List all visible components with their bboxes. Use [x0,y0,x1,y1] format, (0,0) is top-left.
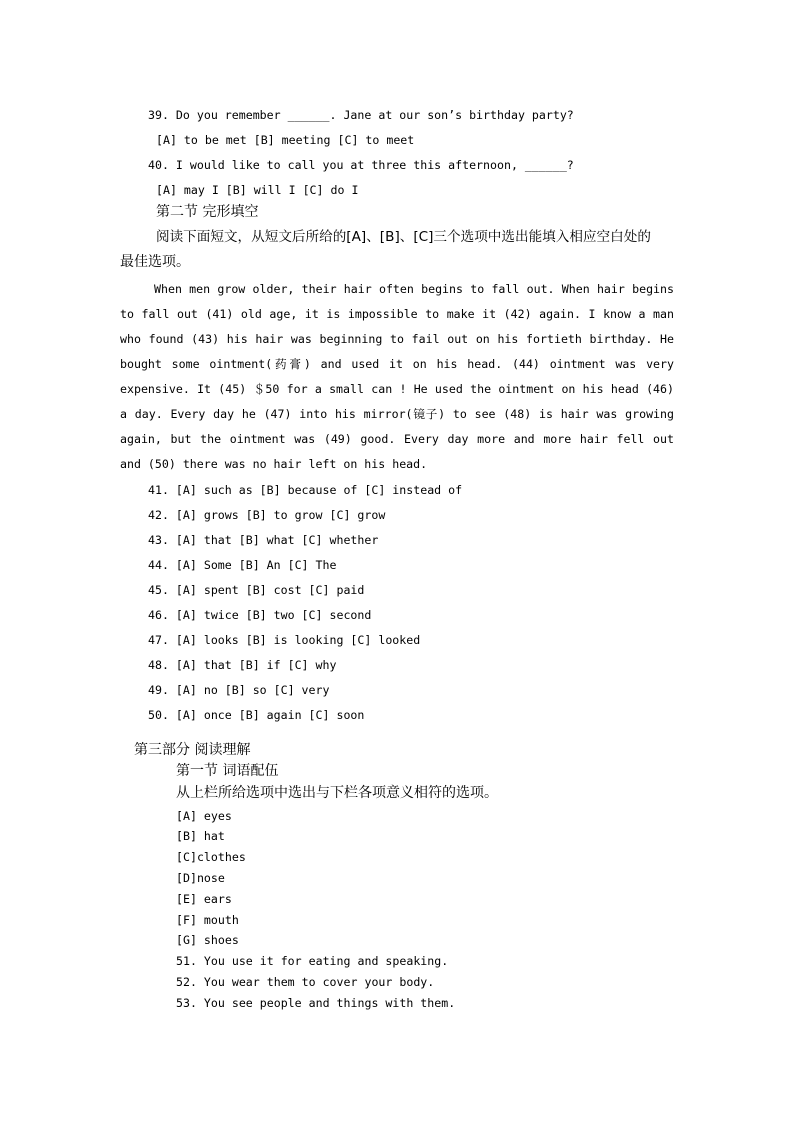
question-53: 53. You see people and things with them. [176,996,456,1010]
question-52: 52. You wear them to cover your body. [176,975,435,989]
part3-instruction: 从上栏所给选项中选出与下栏各项意义相符的选项。 [176,785,498,801]
choice-d: [D]nose [176,871,225,885]
question-51: 51. You use it for eating and speaking. [176,954,449,968]
question-40-stem: 40. I would like to call you at three this afternoon, ______? [148,158,574,172]
passage-line: who found (43) his hair was beginning to fail out on his fortieth birthday. He [120,332,674,346]
part3-heading: 第三部分 阅读理解 [134,742,251,758]
passage-line: bought some ointment(药膏) and used it on his head. (44) ointment was very [120,357,674,371]
choice-g: [G] shoes [176,933,239,947]
section2-heading: 第二节 完形填空 [156,204,259,220]
choice-f: [F] mouth [176,913,239,927]
choice-a: [A] eyes [176,809,232,823]
choice-b: [B] hat [176,829,225,843]
passage-line: to fall out (41) old age, it is impossible to make it (42) again. I know a man [120,307,674,321]
question-39-options: [A] to be met [B] meeting [C] to meet [156,133,415,147]
passage-line: When men grow older, their hair often begins to fall out. When hair begins [154,282,674,296]
cloze-item-47: 47. [A] looks [B] is looking [C] looked [148,633,421,647]
cloze-item-49: 49. [A] no [B] so [C] very [148,683,330,697]
cloze-item-46: 46. [A] twice [B] two [C] second [148,608,372,622]
question-40-options: [A] may I [B] will I [C] do I [156,183,359,197]
choice-e: [E] ears [176,892,232,906]
cloze-item-41: 41. [A] such as [B] because of [C] instead of [148,483,463,497]
part3-section1-heading: 第一节 词语配伍 [176,763,279,779]
passage-line: and (50) there was no hair left on his head. [120,457,428,471]
choice-c: [C]clothes [176,850,246,864]
section2-instruction-line1: 阅读下面短文，从短文后所给的[A]、[B]、[C]三个选项中选出能填入相应空白处的 [156,229,651,245]
cloze-item-48: 48. [A] that [B] if [C] why [148,658,337,672]
passage-line: a day. Every day he (47) into his mirror(镜子) to see (48) is hair was growing [120,407,674,421]
cloze-item-44: 44. [A] Some [B] An [C] The [148,558,337,572]
cloze-item-42: 42. [A] grows [B] to grow [C] grow [148,508,386,522]
section2-instruction-line2: 最佳选项。 [120,254,190,270]
question-39-stem: 39. Do you remember ______. Jane at our son’s birthday party? [148,108,574,122]
passage-line: again, but the ointment was (49) good. Every day more and more hair fell out [120,432,674,446]
cloze-item-43: 43. [A] that [B] what [C] whether [148,533,379,547]
cloze-passage [120,277,674,477]
cloze-item-45: 45. [A] spent [B] cost [C] paid [148,583,365,597]
passage-line: expensive. It (45) ＄50 for a small can ! He used the ointment on his head (46) [120,382,674,396]
cloze-item-50: 50. [A] once [B] again [C] soon [148,708,365,722]
